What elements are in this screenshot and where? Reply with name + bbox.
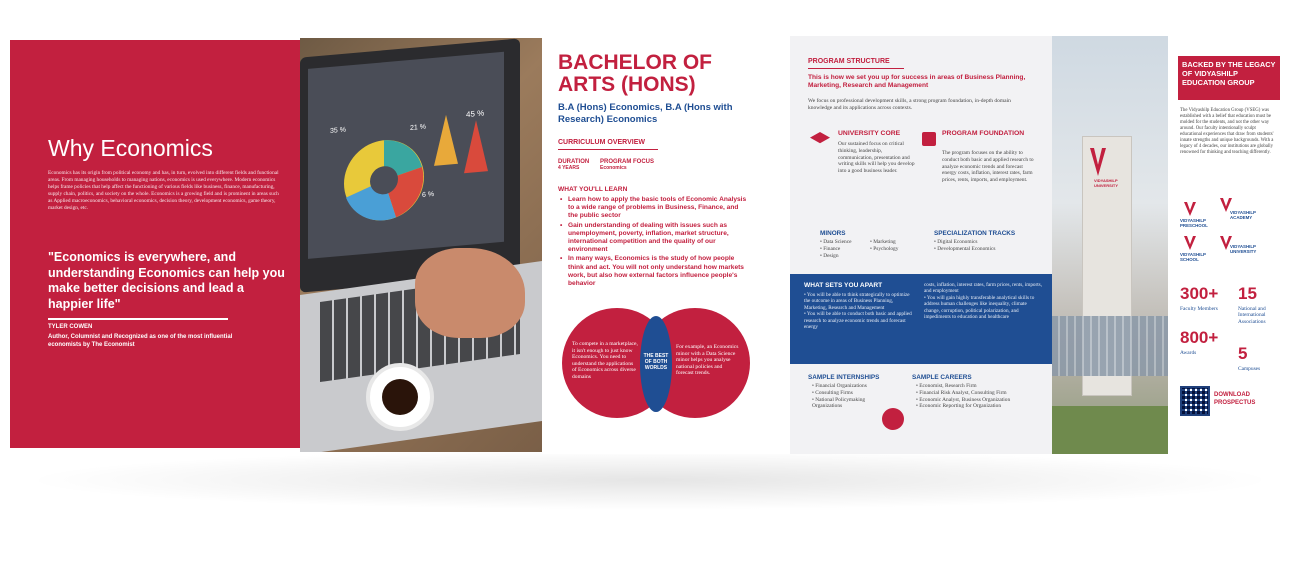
list-item: • Gain understanding of dealing with issues such as unemployment, poverty, inflation, market structure, international competition and the quality of our environment	[560, 222, 750, 255]
learn-list	[560, 196, 750, 289]
economics-quote: "Economics is everywhere, and understanding Economics can help you make better decisions and lead a happier life"	[48, 250, 285, 311]
apart-heading: WHAT SETS YOU APART	[804, 282, 883, 289]
screen-label-2: 21 %	[410, 123, 426, 132]
learn-heading: WHAT YOU'LL LEARN	[558, 186, 628, 193]
logo-label: VIDYASHILP PRESCHOOL	[1180, 218, 1208, 228]
download-prospectus[interactable]: DOWNLOAD PROSPECTUS	[1214, 392, 1256, 406]
list-item: • Financial Organizations	[812, 383, 892, 390]
minors-heading: MINORS	[820, 230, 846, 237]
logo-label: VIDYASHILP UNIVERSITY	[1230, 244, 1257, 254]
panel-bachelor-of-arts	[542, 36, 790, 454]
quote-author-description: Author, Columnist and Recognized as one of the most influential economists by The Economist	[48, 334, 233, 348]
hand	[415, 248, 525, 338]
panel-why-economics	[10, 40, 300, 448]
stat-faculty-label: Faculty Members	[1180, 306, 1218, 312]
coffee	[382, 379, 418, 415]
lawn	[1052, 406, 1168, 454]
list-item: • Finance	[820, 246, 852, 253]
panel-laptop-photo	[300, 38, 542, 452]
minors-list-1	[820, 239, 852, 259]
focus-value: Economics	[600, 165, 627, 171]
list-item: • Consulting Firms	[812, 390, 892, 397]
list-item: • In many ways, Economics is the study of how people think and act. You will not only understand how markets work, but also how external factors influence people's behavior	[560, 255, 750, 288]
why-economics-title: Why Economics	[48, 135, 213, 161]
legacy-body: The Vidyashilp Education Group (VSEG) was established with a belief that education must be molded for the students, and not the other way around. Our faculty intentionally sculpt educational experiences that draw from students' innate strengths and unique backgrounds. With a legacy of 4 decades, our institutions are globally renowned for thinking and teaching differently.	[1180, 108, 1274, 155]
screen-infographic	[326, 100, 496, 255]
careers-list	[916, 383, 1042, 410]
preschool-logo-icon	[1184, 202, 1196, 216]
foundation-text: The program focuses on the ability to conduct both basic and applied research to analyze economic trends and forecast energy costs, inflation, interest rates, farm prices, rents, imports, and employment.	[942, 150, 1034, 184]
curriculum-rule	[558, 149, 658, 150]
sets-apart-box	[790, 274, 1052, 364]
structure-lead: This is how we set you up for success in areas of Business Planning, Marketing, Research and Management	[808, 74, 1026, 89]
list-item: • Economic Analyst, Business Organization	[916, 397, 1042, 404]
stat-awards-value: 800+	[1180, 328, 1219, 347]
list-item: • Financial Risk Analyst, Consulting Firm	[916, 390, 1042, 397]
coffee-mug	[366, 363, 434, 431]
duration	[558, 159, 589, 171]
foundation-icon	[922, 132, 936, 146]
stat-associations-value: 15	[1238, 284, 1257, 303]
laptop-screen	[308, 52, 504, 259]
duration-value: 4 YEARS	[558, 165, 580, 171]
screen-label-1: 35 %	[330, 126, 346, 135]
globe-icon	[882, 408, 904, 430]
list-item: • Learn how to apply the basic tools of Economic Analysis to a wide range of problems in Business, Finance, and the public sector	[560, 196, 750, 221]
list-item: • Psychology	[870, 246, 898, 253]
list-item: • Marketing	[870, 239, 898, 246]
list-item: • Design	[820, 253, 852, 260]
venn-center-text: THE BEST OF BOTH WORLDS	[643, 353, 669, 371]
list-item: • Developmental Economics	[934, 246, 995, 253]
quote-divider	[48, 318, 228, 320]
stat-faculty-value: 300+	[1180, 284, 1219, 303]
panel-program-structure	[790, 36, 1052, 454]
list-item: • Digital Economics	[934, 239, 995, 246]
why-economics-body: Economics has its origin from political economy and has, in turn, evolved into different fields and functional areas. From managing households to managing nations, economics is used everywhere. Modern economics helps frame policies that help affect the functioning of various fields like business, finance, manufacturing, supply chain, politics, and society on the whole. Economics is a growing field and is prominent in areas such as Applied macroeconomics, behavioral economics, decision theory, development economics, game theory, market design, etc.	[48, 170, 279, 211]
tracks-list	[934, 239, 995, 253]
internships-list	[812, 383, 892, 410]
list-item: • National Policymaking Organizations	[812, 397, 892, 411]
focus-label: PROGRAM FOCUS	[600, 159, 654, 165]
program-subtitle: B.A (Hons) Economics, B.A (Hons with Research) Economics	[558, 102, 733, 125]
qr-code[interactable]	[1180, 386, 1210, 416]
structure-heading: PROGRAM STRUCTURE	[808, 58, 890, 65]
triangle-red	[464, 119, 488, 173]
venn-left-text: To compete in a marketplace, it isn't enough to just know Economics. You need to understand the applications of Economics across diverse domains	[572, 341, 638, 380]
venn-right-text: For example, an Economics minor with a Data Science minor helps you analyse national policies and forecast trends.	[676, 344, 739, 377]
logo-label: VIDYASHILP SCHOOL	[1180, 252, 1206, 262]
structure-rule	[808, 68, 904, 69]
list-item: • Data Science	[820, 239, 852, 246]
stat-associations-label: National and International Associations	[1238, 306, 1266, 325]
stat-campuses-value: 5	[1238, 344, 1248, 363]
program-focus	[600, 159, 654, 171]
brochure-shadow	[20, 450, 1280, 510]
apart-col-1: • You will be able to think strategically to optimize the outcome in areas of Business Planning, Marketing, Research and Management • You will be able to conduct both basic and applied research to analyze economic trends and forecast energy	[804, 292, 912, 331]
program-title: BACHELOR OF ARTS (HONS)	[558, 51, 712, 96]
stat-awards-label: Awards	[1180, 350, 1197, 356]
core-text: Our sustained focus on critical thinking, leadership, communication, presentation and writing skills will help you develop into a good business leader.	[838, 141, 915, 175]
apart-col-2: costs, inflation, interest rates, farm prices, rents, imports, and employment • You will gain highly transferable analytical skills to address human challenges like inequality, climate change, corruption, political polarization, and impediments to education and healthcare	[924, 282, 1042, 321]
foundation-heading: PROGRAM FOUNDATION	[942, 130, 1025, 137]
careers-heading: SAMPLE CAREERS	[912, 374, 972, 381]
stat-campuses-label: Campuses	[1238, 366, 1261, 372]
school-logo-icon	[1184, 236, 1196, 250]
duration-label: DURATION	[558, 159, 590, 165]
screen-label-3: 6 %	[422, 190, 435, 199]
building-sign: VIDYASHILP UNIVERSITY	[1094, 178, 1119, 188]
glass-facade	[1052, 316, 1168, 376]
panel-building-photo	[1052, 36, 1168, 454]
quote-author: TYLER COWEN	[48, 324, 93, 330]
graduation-cap-icon	[810, 132, 830, 148]
structure-intro: We focus on professional development skills, a strong program foundation, in-depth domain knowledge and its applications across contexts.	[808, 98, 1011, 111]
core-heading: UNIVERSITY CORE	[838, 130, 901, 137]
tracks-heading: SPECIALIZATION TRACKS	[934, 230, 1016, 237]
curriculum-heading: CURRICULUM OVERVIEW	[558, 139, 645, 146]
minors-list-2	[870, 239, 898, 253]
triangle-orange	[434, 114, 458, 166]
panel-legacy	[1168, 36, 1288, 454]
internships-heading: SAMPLE INTERNSHIPS	[808, 374, 880, 381]
list-item: • Economic Reporting for Organization	[916, 403, 1042, 410]
list-item: • Economist, Research Firm	[916, 383, 1042, 390]
legacy-heading: BACKED BY THE LEGACY OF VIDYASHILP EDUCATION GROUP	[1182, 60, 1276, 87]
screen-label-4: 45 %	[466, 108, 485, 120]
logo-label: VIDYASHILP ACADEMY	[1230, 210, 1256, 220]
